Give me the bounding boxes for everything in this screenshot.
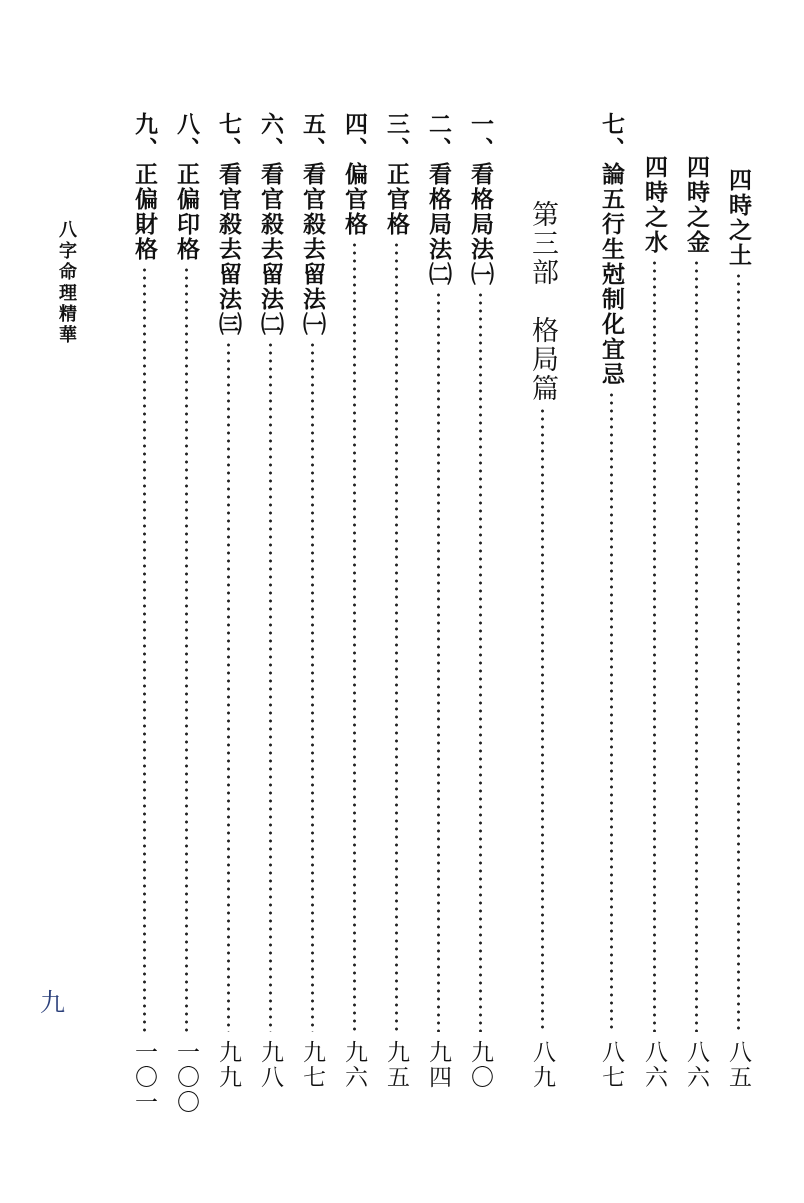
- toc-leader: [353, 241, 356, 1032]
- toc-leader: [269, 341, 272, 1032]
- toc-leader: [653, 259, 656, 1032]
- toc-entry-page: 一〇一: [131, 1040, 157, 1115]
- toc-entry[interactable]: [296, 112, 328, 1132]
- toc-entry-page: 一〇〇: [173, 1040, 199, 1115]
- toc-entry[interactable]: [338, 112, 370, 1132]
- toc-entry[interactable]: [680, 155, 712, 1132]
- toc-entry-title: 四時之水: [641, 155, 668, 255]
- toc-entry-title: 七、看官殺去留法㈢: [215, 112, 242, 337]
- toc-entry-page: 九六: [341, 1040, 367, 1090]
- toc-entry[interactable]: [128, 112, 160, 1132]
- toc-entry[interactable]: [422, 112, 454, 1132]
- toc-entry[interactable]: [595, 112, 627, 1132]
- toc-leader: [695, 259, 698, 1032]
- toc-entry-title: 五、看官殺去留法㈠: [299, 112, 326, 337]
- toc-entry-page: 九四: [425, 1040, 451, 1090]
- toc-leader: [479, 291, 482, 1032]
- toc-entry-title: 二、看格局法㈡: [425, 112, 452, 287]
- part-heading-title: 第三部 格局篇: [527, 200, 558, 403]
- toc-entry[interactable]: [464, 112, 496, 1132]
- toc-entry[interactable]: [638, 155, 670, 1132]
- book-title: 八字命理精華: [56, 220, 77, 346]
- toc-leader: [610, 391, 613, 1032]
- toc-part-heading[interactable]: [526, 200, 558, 1132]
- toc-entry-title: 一、看格局法㈠: [467, 112, 494, 287]
- toc-entry-page: 八五: [725, 1040, 751, 1090]
- toc-entry-page: 九九: [215, 1040, 241, 1090]
- toc-entry-page: 九〇: [467, 1040, 493, 1090]
- toc-entry-title: 四、偏官格: [341, 112, 368, 237]
- toc-leader: [185, 266, 188, 1032]
- toc-leader: [227, 341, 230, 1032]
- toc-entry-title: 七、論五行生尅制化宜忌: [598, 112, 625, 387]
- toc-entry[interactable]: [380, 112, 412, 1132]
- toc-entry-page: 九五: [383, 1040, 409, 1090]
- toc-entry-page: 八六: [641, 1040, 667, 1090]
- toc-entry-page: 八六: [683, 1040, 709, 1090]
- toc-entry[interactable]: [212, 112, 244, 1132]
- toc-leader: [541, 407, 544, 1032]
- toc-entry-title: 三、正官格: [383, 112, 410, 237]
- toc-entry-page: 八九: [529, 1040, 555, 1090]
- toc-entry[interactable]: [170, 112, 202, 1132]
- toc-leader: [311, 341, 314, 1032]
- toc-entry-title: 八、正偏印格: [173, 112, 200, 262]
- toc-entry-title: 四時之金: [683, 155, 710, 255]
- toc-entry-page: 九七: [299, 1040, 325, 1090]
- toc-entry-title: 四時之土: [725, 168, 752, 268]
- page-folio: 九: [40, 988, 66, 1017]
- toc-entry-title: 九、正偏財格: [131, 112, 158, 262]
- toc-entry[interactable]: [254, 112, 286, 1132]
- toc-leader: [737, 272, 740, 1032]
- toc-leader: [437, 291, 440, 1032]
- toc-entry-page: 八七: [598, 1040, 624, 1090]
- toc-entry[interactable]: [722, 168, 754, 1132]
- toc-leader: [143, 266, 146, 1032]
- toc-entry-page: 九八: [257, 1040, 283, 1090]
- toc-entry-title: 六、看官殺去留法㈡: [257, 112, 284, 337]
- toc-leader: [395, 241, 398, 1032]
